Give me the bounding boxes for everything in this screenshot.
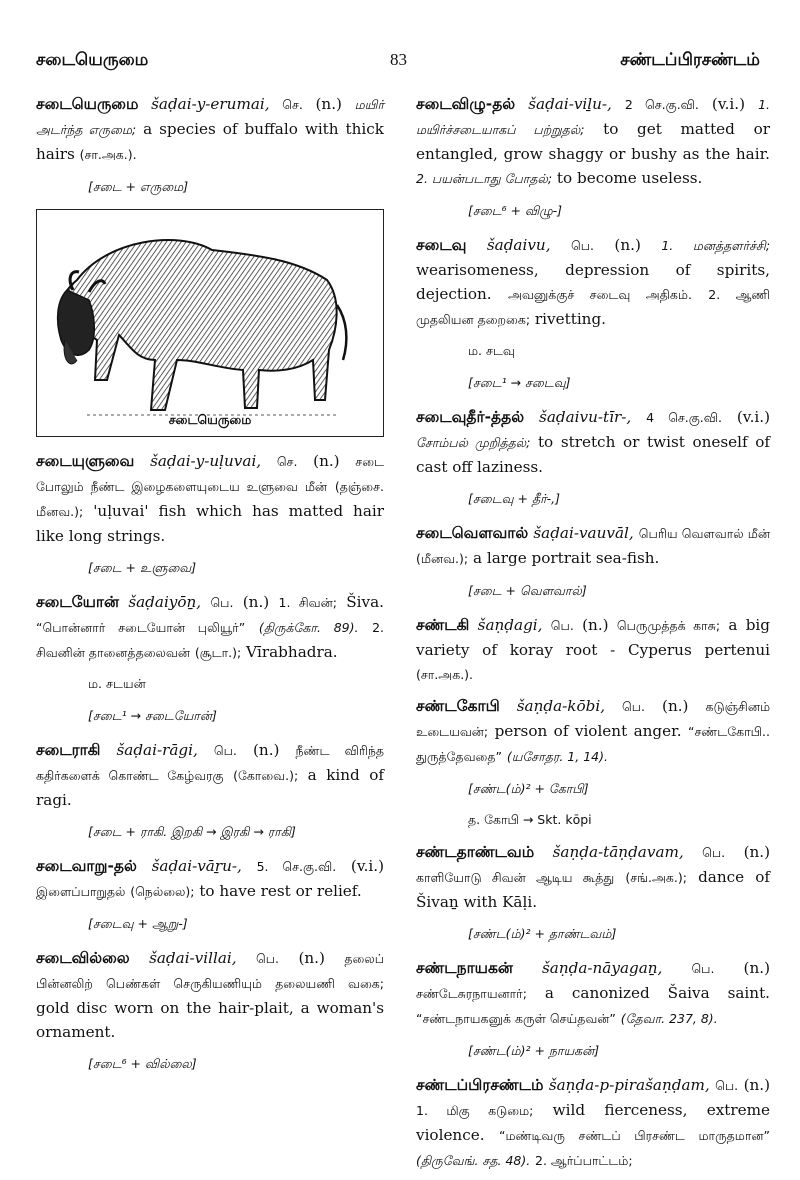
- definition-english: gold disc worn on the hair-plait, a woman's ornament.: [36, 999, 384, 1041]
- pos-english: (n.): [614, 236, 641, 254]
- pos-tamil: பெ.: [691, 961, 715, 976]
- definition-english: to stretch or twist oneself of cast off laziness.: [416, 433, 771, 476]
- sense-2-tamil: 2. சிவனின் தானைத்தலைவன்: [36, 620, 385, 660]
- etymology: [சடை + வெளவால்]: [468, 583, 587, 598]
- pos-english: (n.): [743, 959, 770, 977]
- etymology: [சடை¹ → சடையோன்]: [88, 708, 217, 723]
- sense-1-english: wearisomeness, depression of spirits, dejection.: [416, 261, 770, 303]
- source: (தஞ்சை. மீனவ.);: [36, 479, 384, 519]
- pos-english: (n.): [253, 741, 280, 759]
- definition-english: 'uḷuvai' fish which has matted hair like long strings.: [36, 502, 384, 545]
- quotation-source: (திருவேங். சத. 48).: [416, 1153, 531, 1168]
- pos-english: (v.i.): [350, 857, 385, 875]
- headword: சடைவாறு-தல்: [36, 857, 137, 875]
- sense-2-tamil: 2. ஆணி முதலியன தறைகை;: [416, 287, 771, 327]
- entry-sandagi: [416, 613, 770, 687]
- transliteration: šaḍaivu-tīr-,: [539, 408, 632, 426]
- cognate: ம. சடயன்: [88, 676, 146, 691]
- definition-tamil: கடுஞ்சினம் உடையவன்;: [416, 699, 771, 739]
- sense-1-tamil: 1. மயிர்ச்சடையாகப் பற்றுதல்;: [416, 97, 771, 137]
- headword: சடைவுதீர்-த்தல்: [416, 408, 525, 426]
- sense-2-english: Vīrabhadra.: [246, 643, 338, 661]
- etymology: [சண்ட(ம்)² + கோபி]: [468, 781, 589, 796]
- sense-2-english: rivetting.: [534, 310, 607, 328]
- pos-tamil: பெ.: [715, 1078, 739, 1093]
- pos-tamil: 4 செ.கு.வி.: [646, 410, 722, 425]
- sense-2-source: (சூடா.);: [194, 645, 242, 660]
- definition-english: a canonized Šaiva saint.: [544, 984, 770, 1002]
- definition-tamil: பெரிய வெளவால் மீன்: [638, 526, 771, 541]
- sense-1-english: Šiva.: [346, 593, 384, 611]
- quotation: “சண்டநாயகனுக் கருள் செய்தவன்”: [416, 1011, 616, 1026]
- definition-tamil: மயிர் அடர்ந்த எருமை;: [36, 97, 385, 137]
- headword: சடைவில்லை: [36, 949, 130, 967]
- definition-tamil: பெருமுத்தக் காசு;: [616, 618, 721, 633]
- definition-tamil: நீண்ட விரிந்த கதிர்களைக் கொண்ட கேழ்வரகு: [36, 743, 385, 783]
- page-number: 83: [390, 50, 407, 69]
- headword: சண்டநாயகன்: [416, 959, 513, 977]
- definition-tamil: சடை போலும் நீண்ட இழைகளையுடைய உளுவை மீன்: [36, 454, 384, 494]
- headword: சண்டப்பிரசண்டம்: [416, 1076, 544, 1094]
- buffalo-drawing-icon: [37, 210, 383, 436]
- header-left-guideword: சடையெருமை: [36, 50, 149, 70]
- sense-1-tamil: 1. மிகு கடுமை;: [416, 1103, 534, 1118]
- headword: சண்டகி: [416, 616, 470, 634]
- headword: சடையோன்: [36, 593, 120, 611]
- transliteration: šaṇḍa-nāyagaṉ,: [541, 959, 663, 977]
- etymology: [சடைவு + தீர்-,]: [468, 491, 560, 506]
- headword: சடையுளுவை: [36, 452, 135, 470]
- pos-tamil: பெ.: [570, 238, 594, 253]
- entry-sandatandavam: [416, 840, 770, 946]
- etymology: [சடை⁶ + வில்லை]: [88, 1056, 197, 1071]
- pos-tamil: பெ.: [702, 845, 726, 860]
- sense-1-english: to get matted or entangled, grow shaggy or bushy as the hair.: [416, 120, 770, 163]
- transliteration: šaḍai-y-erumai,: [151, 95, 270, 113]
- etymology: [சண்ட(ம்)² + தாண்டவம்]: [468, 926, 617, 941]
- pos-english: (n.): [743, 1076, 771, 1094]
- headword: சடையெருமை: [36, 95, 139, 113]
- pos-english: (n.): [582, 616, 609, 634]
- transliteration: šaṇḍa-tāṇḍavam,: [552, 843, 684, 861]
- right-column: [416, 92, 770, 1180]
- pos-english: (n.): [315, 95, 342, 113]
- entry-sadaivu: [416, 233, 770, 395]
- transliteration: šaḍaivu,: [486, 236, 551, 254]
- source: (நெல்லை);: [130, 884, 195, 899]
- entry-sadaivillai: [36, 946, 384, 1076]
- etymology: [சடைவு + ஆறு-]: [88, 916, 188, 931]
- transliteration: šaḍai-rāgi,: [116, 741, 198, 759]
- pos-tamil: பெ.: [213, 743, 237, 758]
- pos-tamil: பெ.: [210, 595, 234, 610]
- example-tamil: அவனுக்குச் சடைவு அதிகம்.: [507, 287, 692, 302]
- transliteration: šaḍai-vauvāl,: [533, 524, 634, 542]
- source: (சா.அக.).: [79, 147, 137, 162]
- pos-tamil: 5. செ.கு.வி.: [256, 859, 337, 874]
- quotation: “சண்டகோபி.. துருத்தேவதை”: [416, 724, 770, 764]
- definition-tamil: தலைப் பின்னலிற் பெண்கள் செருகியணியும் தலையணி வகை;: [36, 951, 385, 991]
- definition-english: a large portrait sea-fish.: [472, 549, 660, 567]
- pos-tamil: பெ.: [256, 951, 280, 966]
- entry-sadaivaru: [36, 854, 384, 936]
- definition-tamil: சண்டேசுரநாயனார்;: [416, 986, 527, 1001]
- cognate: ம. சடவு: [468, 343, 515, 358]
- pos-english: (n.): [298, 949, 325, 967]
- headword: சடைவு: [416, 236, 467, 254]
- source: (சா.அக.).: [416, 667, 474, 682]
- quotation: “மண்டிவரு சண்டப் பிரசண்ட மாருதமான”: [499, 1128, 770, 1143]
- entry-sadaivutir: [416, 405, 770, 511]
- definition-english: dance of Šivaṉ with Kāḷi.: [416, 868, 770, 911]
- sense-1-english: wild fierceness, extreme violence.: [416, 1101, 770, 1144]
- definition-tamil: சோம்பல் முறித்தல்;: [416, 435, 531, 450]
- pos-tamil: 2 செ.கு.வி.: [624, 97, 699, 112]
- pos-english: (n.): [313, 452, 340, 470]
- entry-sadaivauval: [416, 521, 770, 603]
- definition-tamil: இளைப்பாறுதல்: [36, 884, 126, 899]
- headword: சடைவௌவால்: [416, 524, 529, 542]
- headword: சண்டதாண்டவம்: [416, 843, 535, 861]
- entry-sadaivilu: [416, 92, 770, 223]
- transliteration: šaḍai-y-uḷuvai,: [150, 452, 262, 470]
- transliteration: šaḍaiyōṉ,: [128, 593, 202, 611]
- pos-english: (v.i.): [736, 408, 771, 426]
- definition-english: a big variety of koray root - Cyperus pertenui: [416, 616, 771, 659]
- entry-sandanayagan: [416, 956, 770, 1063]
- sense-2-english: to become useless.: [556, 169, 703, 187]
- entry-sadairagi: [36, 738, 384, 844]
- pos-english: (v.i.): [711, 95, 746, 113]
- entry-sandappirasandam: [416, 1073, 770, 1173]
- transliteration: šaḍai-viḻu-,: [528, 95, 612, 113]
- left-column: [36, 92, 384, 1086]
- sense-2-tamil: 2. பயன்படாது போதல்;: [416, 171, 553, 186]
- headword: சடைவிழு-தல்: [416, 95, 516, 113]
- etymology: [சடை + ராகி. இறகி → இரகி → ராகி]: [88, 824, 296, 839]
- quotation-source: (யசோதர. 1, 14).: [506, 749, 608, 764]
- pos-tamil: செ.: [276, 454, 298, 469]
- sense-1-tamil: 1. சிவன்;: [278, 595, 337, 610]
- entry-sadaiyon: [36, 590, 384, 728]
- source: (கோவை.);: [233, 768, 299, 783]
- cognate: த. கோபி → Skt. kōpi: [468, 812, 592, 827]
- etymology: [சடை + எருமை]: [88, 179, 189, 194]
- sense-2-tamil: 2. ஆர்ப்பாட்டம்;: [535, 1153, 633, 1168]
- pos-tamil: பெ.: [550, 618, 574, 633]
- pos-english: (n.): [662, 697, 689, 715]
- quotation: “பொன்னார் சடையோன் புலியூர்”: [36, 620, 246, 635]
- entry-sadaiyuluvai: [36, 449, 384, 580]
- transliteration: šaḍai-vāṟu-,: [151, 857, 242, 875]
- transliteration: šaṇḍa-p-pirašaṇḍam,: [548, 1076, 710, 1094]
- entry-sadaiyerumai: [36, 92, 384, 199]
- pos-english: (n.): [743, 843, 771, 861]
- definition-english: person of violent anger.: [494, 722, 682, 740]
- etymology: [சடை + உளுவை]: [88, 560, 197, 575]
- entry-sandakobi: [416, 694, 770, 832]
- transliteration: šaṇḍagi,: [477, 616, 543, 634]
- etymology: [சண்ட(ம்)² + நாயகன்]: [468, 1043, 600, 1058]
- headword: சண்டகோபி: [416, 697, 500, 715]
- figure-caption: சடையெருமை: [168, 412, 252, 427]
- sense-1-tamil: 1. மனத்தளர்ச்சி;: [661, 238, 771, 253]
- headword: சடைராகி: [36, 741, 101, 759]
- quotation-source: (தேவா. 237, 8).: [620, 1011, 718, 1026]
- pos-english: (n.): [242, 593, 270, 611]
- definition-english: to have rest or relief.: [199, 882, 362, 900]
- quotation-source: (திருக்கோ. 89).: [258, 620, 359, 635]
- header-right-guideword: சண்டப்பிரசண்டம்: [620, 50, 760, 70]
- pos-tamil: பெ.: [622, 699, 646, 714]
- etymology: [சடை⁶ + விழு-]: [468, 203, 562, 218]
- definition-english: a kind of ragi.: [36, 766, 384, 809]
- definition-english: a species of buffalo with thick hairs: [36, 120, 385, 163]
- source: (மீனவ.);: [416, 551, 469, 566]
- definition-tamil: காளியோடு சிவன் ஆடிய கூத்து: [416, 870, 615, 885]
- transliteration: šaḍai-villai,: [149, 949, 237, 967]
- pos-tamil: செ.: [282, 97, 303, 112]
- source: (சங்.அக.);: [625, 870, 687, 885]
- etymology: [சடை¹ → சடைவு]: [468, 375, 571, 390]
- transliteration: šaṇḍa-kōbi,: [516, 697, 606, 715]
- buffalo-illustration: [36, 209, 384, 437]
